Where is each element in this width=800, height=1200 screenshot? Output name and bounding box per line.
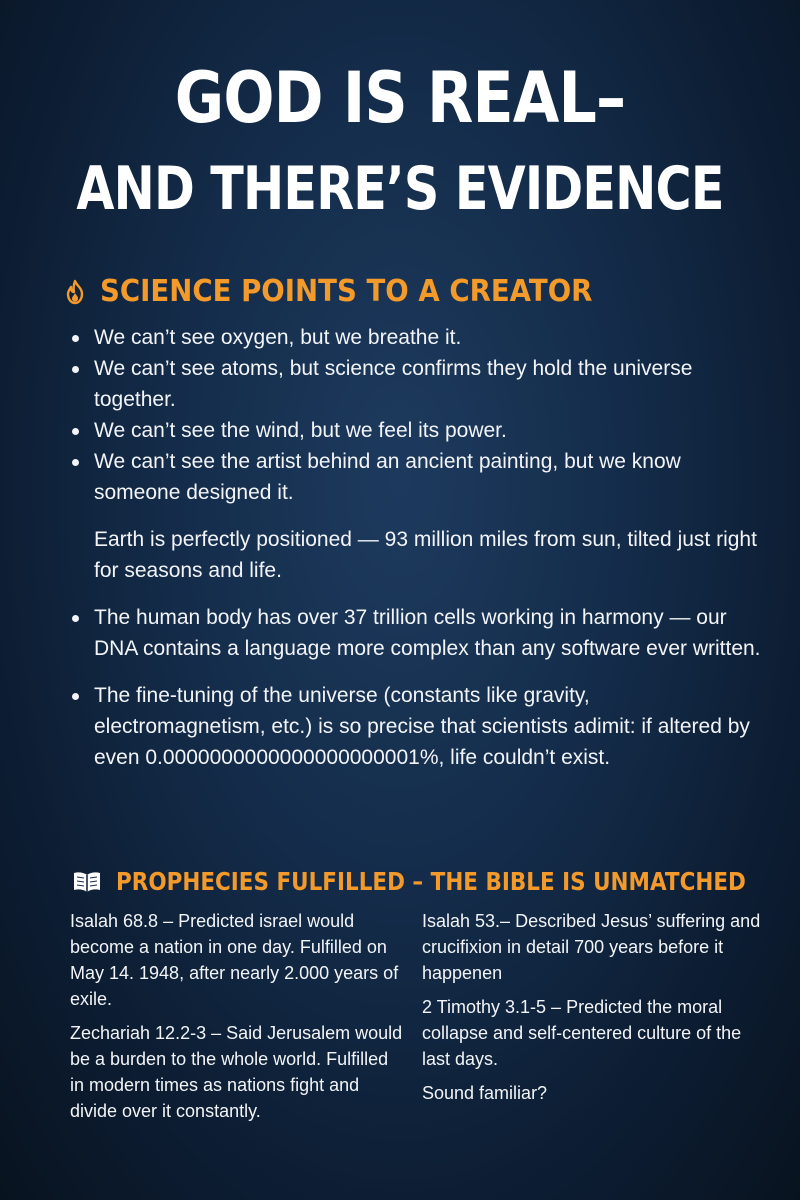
bullet-dot (72, 366, 79, 373)
science-section-heading (62, 270, 635, 314)
prophecy-2-timothy: 2 Timothy 3.1-5 – Predicted the moral collapse and self-centered culture of the last days. (422, 997, 742, 1069)
prophecies-left-column (70, 908, 405, 1132)
prophecy-isaiah-53: Isalah 53.– Described Jesus’ suffering and crucifixion in detail 700 years before it happenen (422, 911, 761, 983)
title-line-1: GOD IS REAL– (174, 57, 626, 139)
science-heading-text: SCIENCE POINTS TO A CREATOR (100, 274, 593, 309)
bullet-text: We can’t see oxygen, but we breathe it. (94, 326, 462, 349)
science-points (72, 322, 762, 773)
bullet-dot (72, 428, 79, 435)
bullet-atoms (72, 353, 762, 415)
open-book-icon (72, 871, 102, 893)
bullet-dot (72, 335, 79, 342)
bullet-human-body (72, 602, 762, 664)
bullet-text: We can’t see the wind, but we feel its power. (94, 419, 507, 442)
prophecies-right-column (422, 908, 772, 1114)
bullet-fine-tuning (72, 680, 762, 773)
prophecies-section-heading (72, 862, 800, 902)
bullet-dot (72, 615, 79, 622)
bullet-text: The fine-tuning of the universe (constants like gravity, electromagnetism, etc.) is so precise that scientists adimit: if altered by even 0.0000000000000000000001%, life couldn’t exist. (94, 684, 750, 769)
prophecies-heading-text: PROPHECIES FULFILLED – THE BIBLE IS UNMATCHED (116, 867, 746, 896)
bullet-dot (72, 693, 79, 700)
earth-position-paragraph: Earth is perfectly positioned — 93 million miles from sun, tilted just right for seasons and life. (94, 528, 757, 582)
bullet-wind (72, 415, 762, 446)
bullet-artist (72, 446, 762, 508)
flame-icon (62, 279, 88, 305)
title-line-2: AND THERE’S EVIDENCE (76, 154, 724, 224)
bullet-oxygen (72, 322, 762, 353)
bullet-text: We can’t see atoms, but science confirms they hold the universe together. (94, 357, 693, 411)
bullet-dot (72, 459, 79, 466)
closing-question: Sound familiar? (422, 1083, 548, 1103)
bullet-text: The human body has over 37 trillion cells working in harmony — our DNA contains a language more complex than any software ever written. (94, 606, 761, 660)
bullet-text: We can’t see the artist behind an ancient painting, but we know someone designed it. (94, 450, 681, 504)
prophecy-isaiah-66: Isalah 68.8 – Predicted israel would become a nation in one day. Fulfilled on May 14. 1948, after nearly 2.000 years of exile. (70, 911, 399, 1009)
prophecy-zechariah: Zechariah 12.2-3 – Said Jerusalem would be a burden to the whole world. Fulfilled in modern times as nations fight and divide over it constantly. (70, 1023, 403, 1121)
